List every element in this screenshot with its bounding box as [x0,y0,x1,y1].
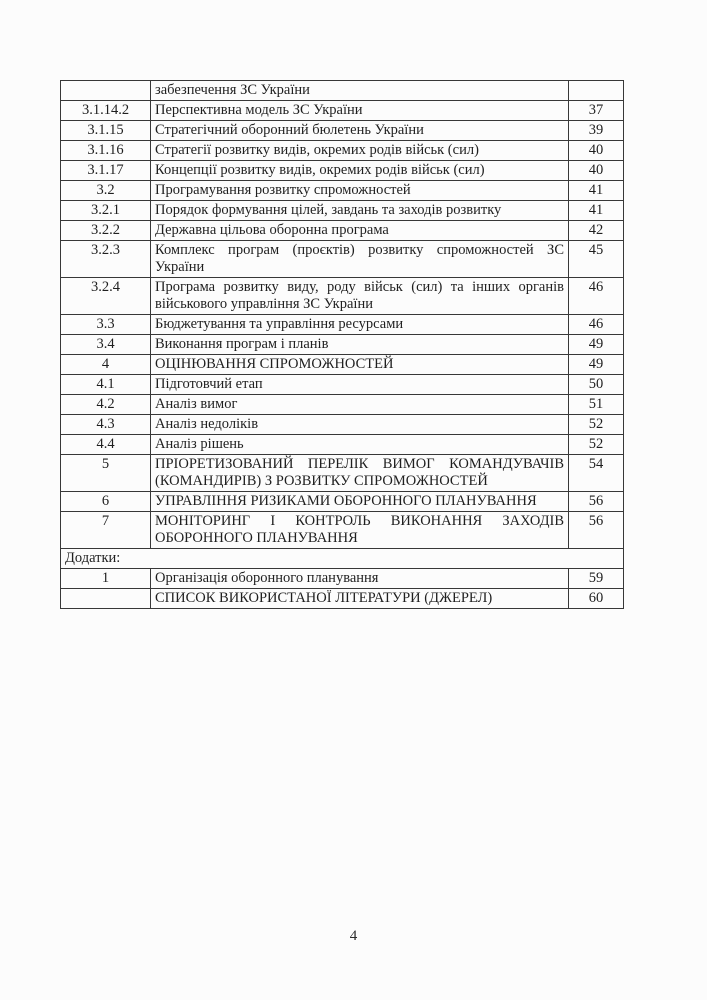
toc-entry-number: 3.2.2 [61,221,151,241]
toc-entry-title: ПРІОРЕТИЗОВАНИЙ ПЕРЕЛІК ВИМОГ КОМАНДУВАЧІВ (КОМАНДИРІВ) З РОЗВИТКУ СПРОМОЖНОСТЕЙ [151,455,569,492]
toc-entry-number: 4.3 [61,415,151,435]
toc-entry-page: 60 [569,589,624,609]
toc-entry-title: Комплекс програм (проєктів) розвитку спроможностей ЗС України [151,241,569,278]
toc-entry-page: 54 [569,455,624,492]
toc-row [61,278,624,315]
toc-table-body [61,81,624,609]
toc-entry-title: Підготовчий етап [151,375,569,395]
toc-entry-page: 42 [569,221,624,241]
toc-entry-number: 1 [61,569,151,589]
toc-entry-number: 4.1 [61,375,151,395]
toc-entry-page: 50 [569,375,624,395]
toc-entry-page: 59 [569,569,624,589]
toc-row [61,569,624,589]
toc-row [61,395,624,415]
toc-entry-page: 46 [569,278,624,315]
footer-page-number: 4 [349,928,358,944]
toc-row [61,512,624,549]
toc-entry-page: 45 [569,241,624,278]
toc-entry-title: СПИСОК ВИКОРИСТАНОЇ ЛІТЕРАТУРИ (ДЖЕРЕЛ) [151,589,569,609]
toc-entry-title: Програмування розвитку спроможностей [151,181,569,201]
toc-row [61,101,624,121]
toc-entry-number: 3.2.4 [61,278,151,315]
toc-row [61,181,624,201]
toc-entry-number: 3.1.14.2 [61,101,151,121]
toc-entry-number: 3.2.1 [61,201,151,221]
toc-row [61,241,624,278]
toc-row [61,201,624,221]
toc-entry-number: 3.2.3 [61,241,151,278]
toc-entry-page [569,81,624,101]
toc-entry-page: 37 [569,101,624,121]
toc-entry-title: Бюджетування та управління ресурсами [151,315,569,335]
toc-entry-number: 6 [61,492,151,512]
toc-entry-title: забезпечення ЗС України [151,81,569,101]
toc-row [61,455,624,492]
toc-entry-title: Концепції розвитку видів, окремих родів військ (сил) [151,161,569,181]
toc-entry-number [61,589,151,609]
toc-row [61,492,624,512]
toc-entry-title: Стратегії розвитку видів, окремих родів військ (сил) [151,141,569,161]
toc-entry-number: 4.4 [61,435,151,455]
toc-section-row [61,549,624,569]
toc-entry-title: Перспективна модель ЗС України [151,101,569,121]
toc-entry-page: 41 [569,181,624,201]
toc-row [61,81,624,101]
toc-row [61,141,624,161]
toc-entry-page: 49 [569,335,624,355]
toc-row [61,375,624,395]
toc-row [61,355,624,375]
toc-entry-page: 41 [569,201,624,221]
toc-entry-title: МОНІТОРИНГ І КОНТРОЛЬ ВИКОНАННЯ ЗАХОДІВ ОБОРОННОГО ПЛАНУВАННЯ [151,512,569,549]
toc-entry-number: 4 [61,355,151,375]
toc-section-label: Додатки: [61,549,624,569]
toc-entry-title: Порядок формування цілей, завдань та заходів розвитку [151,201,569,221]
toc-row [61,335,624,355]
toc-entry-number: 3.2 [61,181,151,201]
toc-row [61,415,624,435]
toc-entry-title: Організація оборонного планування [151,569,569,589]
toc-row [61,121,624,141]
toc-entry-title: Аналіз рішень [151,435,569,455]
toc-entry-page: 56 [569,512,624,549]
toc-entry-page: 52 [569,435,624,455]
toc-entry-number: 5 [61,455,151,492]
toc-entry-page: 40 [569,141,624,161]
toc-entry-title: Аналіз недоліків [151,415,569,435]
toc-entry-page: 49 [569,355,624,375]
toc-entry-page: 52 [569,415,624,435]
toc-row [61,435,624,455]
toc-entry-page: 51 [569,395,624,415]
toc-entry-number: 3.1.15 [61,121,151,141]
toc-entry-number: 3.3 [61,315,151,335]
toc-entry-title: Виконання програм і планів [151,335,569,355]
toc-entry-page: 39 [569,121,624,141]
toc-entry-page: 46 [569,315,624,335]
toc-row [61,315,624,335]
toc-entry-number: 3.1.17 [61,161,151,181]
toc-entry-number: 3.4 [61,335,151,355]
toc-entry-number: 7 [61,512,151,549]
toc-entry-title: Стратегічний оборонний бюлетень України [151,121,569,141]
toc-row [61,161,624,181]
toc-entry-number [61,81,151,101]
toc-entry-number: 3.1.16 [61,141,151,161]
toc-row [61,221,624,241]
toc-entry-page: 56 [569,492,624,512]
toc-entry-title: ОЦІНЮВАННЯ СПРОМОЖНОСТЕЙ [151,355,569,375]
toc-entry-number: 4.2 [61,395,151,415]
toc-entry-title: Програма розвитку виду, роду військ (сил) та інших органів військового управління ЗС України [151,278,569,315]
toc-row [61,589,624,609]
toc-entry-title: Аналіз вимог [151,395,569,415]
toc-entry-title: Державна цільова оборонна програма [151,221,569,241]
toc-table [60,80,624,609]
toc-entry-title: УПРАВЛІННЯ РИЗИКАМИ ОБОРОННОГО ПЛАНУВАННЯ [151,492,569,512]
toc-entry-page: 40 [569,161,624,181]
